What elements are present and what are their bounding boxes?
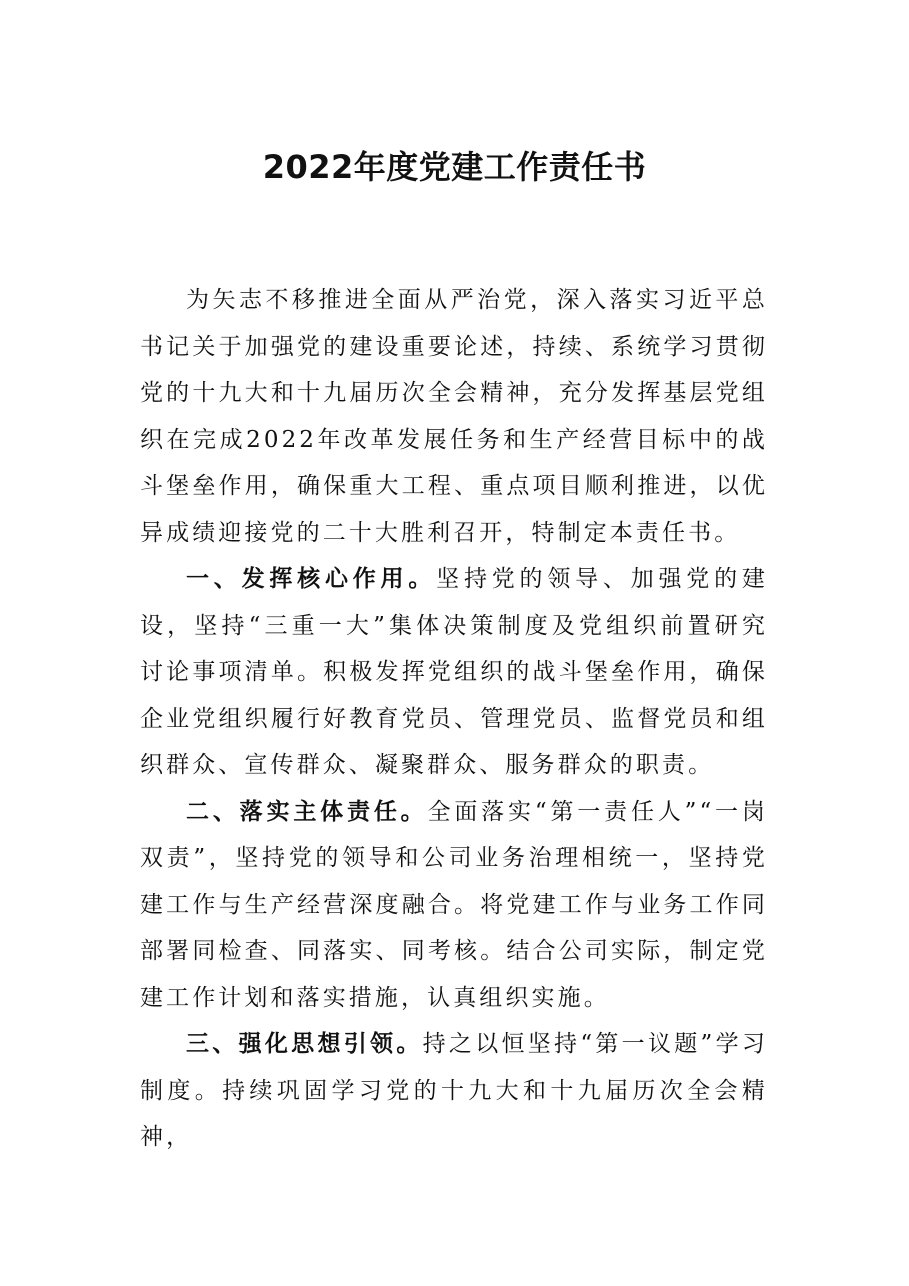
section-heading-1: 一、发挥核心作用。 [186, 566, 437, 592]
intro-paragraph: 为矢志不移推进全面从严治党，深入落实习近平总书记关于加强党的建设重要论述，持续、系统学习贯彻党的十九大和十九届历次全会精神，充分发挥基层党组织在完成2022年改革发展任务和生产经营目标中的战斗堡垒作用，确保重大工程、重点项目顺利推进，以优异成绩迎接党的二十大胜利召开，特制定本责任书。 [140, 287, 768, 546]
section-paragraph-2 [140, 789, 768, 1022]
section-heading-2: 二、落实主体责任。 [186, 798, 428, 825]
document-body [140, 277, 768, 1161]
document-title: 2022年度党建工作责任书 [262, 148, 647, 186]
section-heading-3: 三、强化思想引领。 [186, 1031, 423, 1057]
section-paragraph-3 [140, 1021, 768, 1161]
section-text-2: 全面落实“第一责任人”“一岗双责”，坚持党的领导和公司业务治理相统一，坚持党建工作与生产经营深度融合。将党建工作与业务工作同部署同检查、同落实、同考核。结合公司实际，制定党建工作计划和落实措施，认真组织实施。 [140, 798, 768, 1011]
section-paragraph-1 [140, 556, 768, 789]
section-text-3: 持之以恒坚持“第一议题”学习制度。持续巩固学习党的十九大和十九届历次全会精神， [140, 1031, 768, 1150]
section-text-1: 坚持党的领导、加强党的建设，坚持“三重一大”集体决策制度及党组织前置研究讨论事项清单。积极发挥党组织的战斗堡垒作用，确保企业党组织履行好教育党员、管理党员、监督党员和组织群众、宣传群众、凝聚群众、服务群众的职责。 [140, 566, 768, 778]
